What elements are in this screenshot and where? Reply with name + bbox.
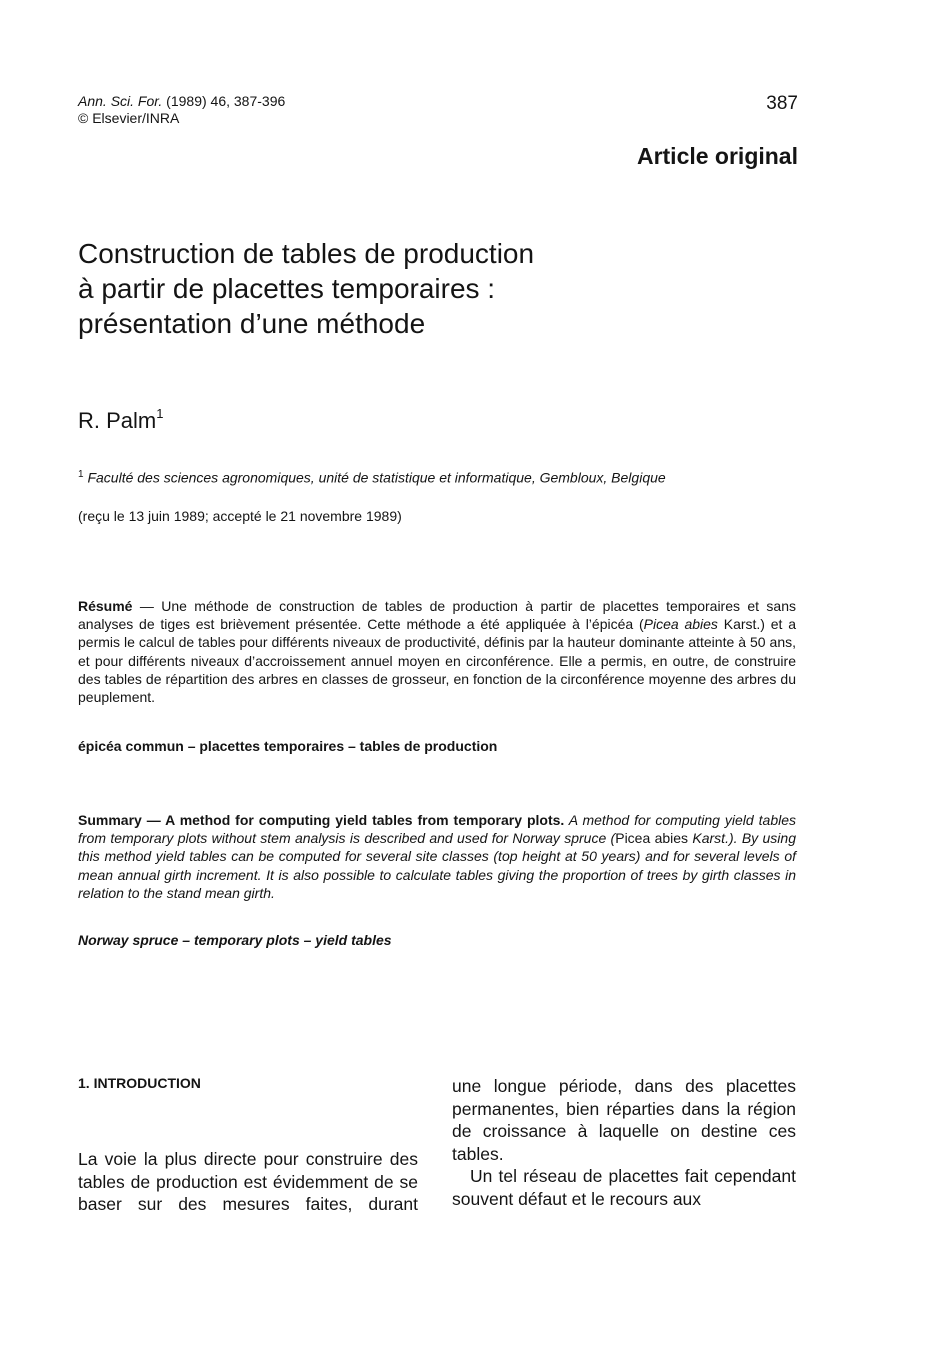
species-name: Picea abies [643,616,718,633]
journal-abbreviation: Ann. Sci. For. [78,93,163,109]
species-name: Picea abies [615,830,689,847]
affiliation-mark: 1 [78,469,84,480]
resume-text-cont: Karst.) et a permis le calcul de tables pour différents niveaux de productivité, définis par la hauteur dominante atteinte à 50 ans, et pour différents niveaux d’accroissement annuel moyen en circonférence. Elle a permis, en outre, de construire des tables de répartition des arbres en classes de grosseur, en fonction de la circonférence moyenne des arbres du peuplement. [78,616,797,706]
summary-text-cont: Karst.). By using this method yield tables can be computed for several site classes (top height at 50 years) and for several levels of mean annual girth increment. It is also possible to calculate tables giving the proportion of trees by girth classes in relation to the stand mean girth. [78,830,796,901]
paragraph: Un tel réseau de placettes fait cependant souvent défaut et le recours aux [452,1166,796,1209]
title-line: Construction de tables de production [78,238,535,269]
affiliation [78,469,666,486]
abstract-french [78,597,796,706]
resume-label: Résumé [78,598,133,614]
summary-label: Summary — A method for computing yield tables from temporary plots. [78,812,565,828]
title-line: à partir de placettes temporaires : [78,273,496,304]
article-type: Article original [636,143,798,169]
summary-text: A method for computing yield tables from temporary plots without stem analysis is described and used for Norway spruce ( [78,812,796,847]
journal-reference: (1989) 46, 387-396 [162,93,286,109]
paragraph: une longue période, dans des placettes permanentes, bien réparties dans la région de croissance à laquelle on destine ces tables. [452,1076,796,1164]
copyright: © Elsevier/INRA [78,110,180,126]
author [78,408,163,434]
keywords-english: Norway spruce – temporary plots – yield tables [78,932,392,948]
keywords-french: épicéa commun – placettes temporaires – tables de production [78,738,498,754]
received-accepted-dates: (reçu le 13 juin 1989; accepté le 21 novembre 1989) [78,508,402,524]
body-column-right [452,1075,796,1210]
resume-dash: — [132,598,162,614]
abstract-english [78,811,796,902]
article-title [78,236,678,341]
journal-citation [78,93,285,127]
resume-text: Une méthode de construction de tables de production à partir de placettes temporaires et sans analyses de tiges est brièvement présentée. Cette méthode a été appliquée à l’épicéa ( [78,598,796,633]
title-line: présentation d’une méthode [78,308,426,339]
body-column-left: La voie la plus directe pour construire des tables de production est évidemment de se baser sur des mesures faites, durant [78,1149,418,1214]
affiliation-text: Faculté des sciences agronomiques, unité de statistique et informatique, Gembloux, Belgique [87,469,666,486]
section-heading: 1. INTRODUCTION [78,1075,201,1091]
author-name: R. Palm [78,408,157,433]
page-number: 387 [766,93,798,114]
author-footnote-mark: 1 [156,406,164,421]
